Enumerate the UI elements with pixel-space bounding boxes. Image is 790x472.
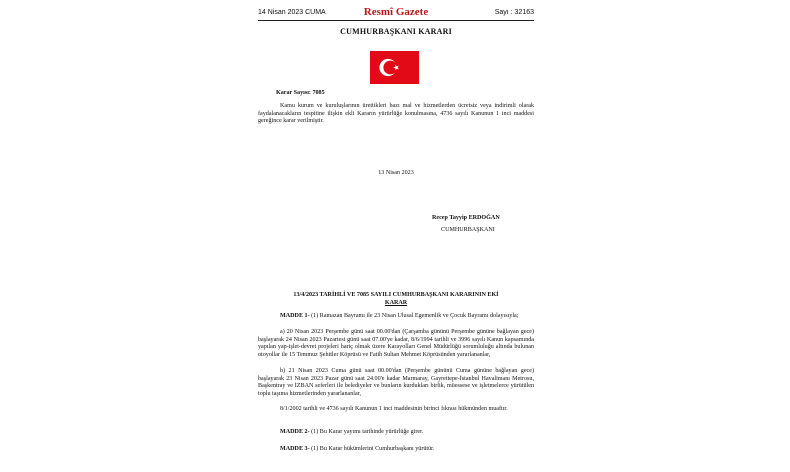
signer-name: Recep Tayyip ERDOĞAN xyxy=(432,215,500,221)
article-3-label: MADDE 3- xyxy=(280,446,310,452)
article-2-label: MADDE 2- xyxy=(280,429,310,435)
issue-number: Sayı : 32163 xyxy=(494,9,534,16)
decision-number: Karar Sayısı: 7085 xyxy=(276,90,325,96)
signer-title: CUMHURBAŞKANI xyxy=(441,227,495,233)
turkish-flag-icon xyxy=(370,51,419,84)
decision-heading: CUMHURBAŞKANI KARARI xyxy=(340,27,452,36)
header-date: 14 Nisan 2023 CUMA xyxy=(258,9,326,16)
article-2 xyxy=(280,429,534,437)
gazette-page xyxy=(258,0,534,472)
article-1-text: (1) Ramazan Bayramı ile 23 Nisan Ulusal Egemenlik ve Çocuk Bayramı dolayısıyla; xyxy=(309,313,519,319)
header-rule xyxy=(258,20,534,21)
gazette-header xyxy=(258,6,534,20)
article-1-tail: 8/1/2002 tarihli ve 4736 sayılı Kanunun 1 inci maddesinin birinci fıkrası hükmünden muaftır. xyxy=(280,406,508,412)
article-2-text: (1) Bu Karar yayımı tarihinde yürürlüğe girer. xyxy=(309,429,424,435)
decision-date: 13 Nisan 2023 xyxy=(378,170,414,176)
article-1-label: MADDE 1- xyxy=(280,313,310,319)
article-3-text: (1) Bu Karar hükümlerini Cumhurbaşkanı yürütür. xyxy=(309,446,435,452)
article-3 xyxy=(280,446,534,454)
gazette-name: Resmî Gazete xyxy=(363,6,429,18)
article-1 xyxy=(258,313,534,321)
annex-subtitle: KARAR xyxy=(384,300,408,306)
annex-title: 13/4/2023 TARİHLİ VE 7085 SAYILI CUMHURBAŞKANI KARARININ EKİ xyxy=(293,292,499,298)
article-1-clause-a: a) 20 Nisan 2023 Perşembe günü saat 00.00'dan (Çarşamba gününü Perşembe gününe bağlayan gece) başlayarak 24 Nisan 2023 Pazartesi günü saat 07.00'ye kadar, 8/6/1994 tarihli ve 3996 sayılı Kanun kapsamında yapılan yap-işlet-devret projeleri hariç olmak üzere Karayolları Genel Müdürlüğü sorumluluğu altında bulunan otoyollar ile 15 Temmuz Şehitler Köprüsü ve Fatih Sultan Mehmet Köprüsünden yararlananlar, xyxy=(258,329,534,358)
article-1-clause-b: b) 21 Nisan 2023 Cuma günü saat 00.00'dan (Perşembe gününü Cuma gününe bağlayan gece) başlayarak 23 Nisan 2023 Pazar günü saat 24.00'e kadar Marmaray, Gayrettepe-İstanbul Havalimanı Metrosu, Başkentray ve İZBAN seferleri ile belediyeler ve bunların kurdukları birlik, müessese ve işletmelerce yürütülen toplu taşıma hizmetlerinden yararlananlar, xyxy=(258,368,534,397)
decision-intro: Kamu kurum ve kuruluşlarının ürettikleri bazı mal ve hizmetlerden ücretsiz veya indirimli olarak faydalanacakların tespitine ilişkin ekli Kararın yürürlüğe konulmasına, 4736 sayılı Kanunun 1 inci maddesi gereğince karar verilmiştir. xyxy=(258,103,534,125)
